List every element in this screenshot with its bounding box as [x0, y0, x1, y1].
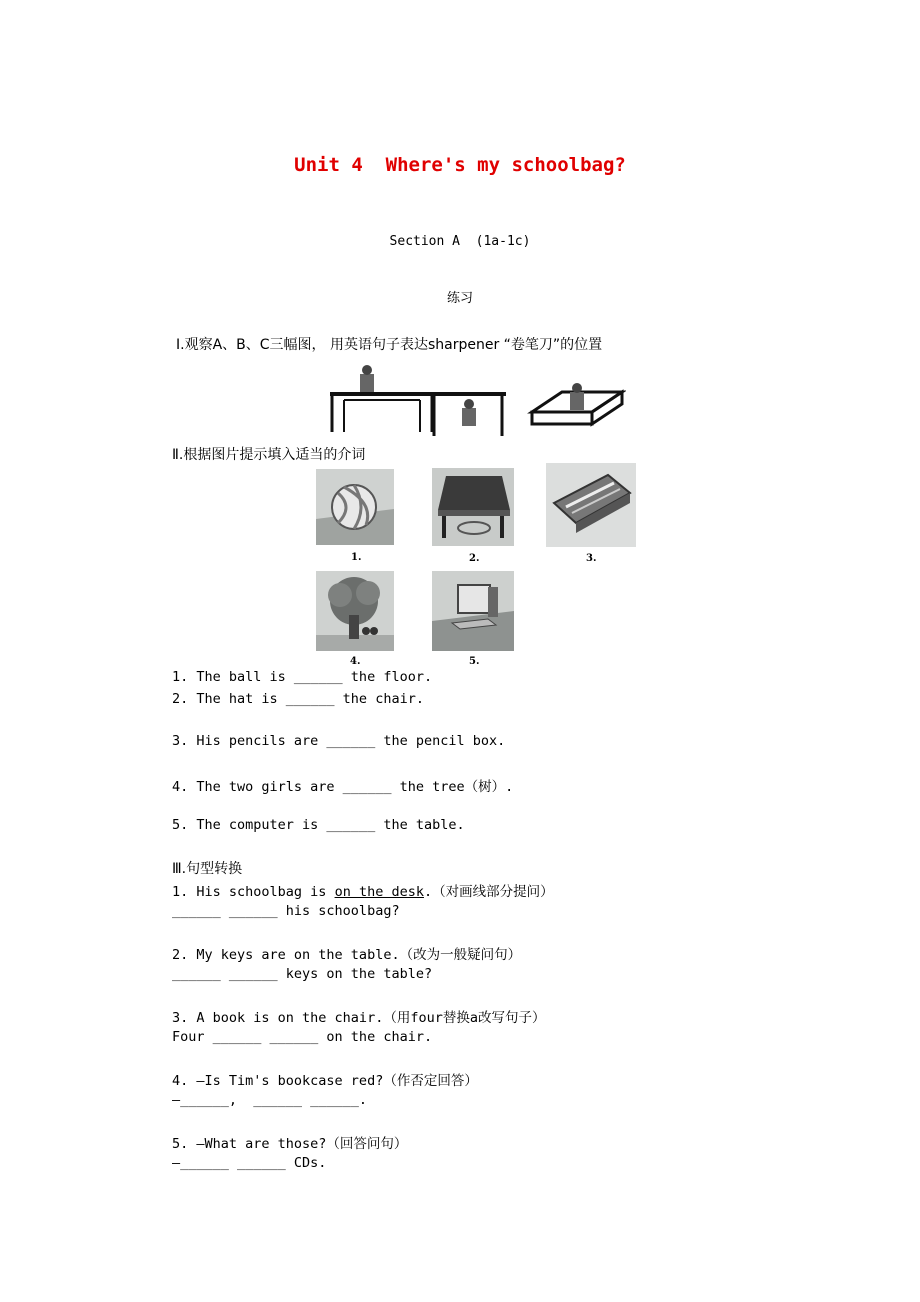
picture-label-2: 2.: [469, 553, 480, 564]
picture-3-pencil-box: [546, 463, 636, 547]
part2-item-3: 3. His pencils are ______ the pencil box.: [172, 733, 506, 749]
picture-label-4: 4.: [350, 656, 361, 667]
picture-label-1: 1.: [351, 552, 362, 563]
part2-item-2: 2. The hat is ______ the chair.: [172, 691, 424, 707]
part3-q4: 4. —Is Tim's bookcase red?（作否定回答）: [172, 1073, 478, 1089]
part3-q5: 5. —What are those?（回答问句）: [172, 1136, 408, 1152]
picture-label-5: 5.: [469, 656, 480, 667]
part2-item-4: 4. The two girls are ______ the tree（树）.: [172, 779, 514, 795]
part3-q4-answer: —______, ______ ______.: [172, 1092, 368, 1108]
section-subtitle: Section A (1a-1c): [389, 234, 531, 249]
part2-item-5: 5. The computer is ______ the table.: [172, 817, 465, 833]
part3-heading: Ⅲ.句型转换: [172, 861, 243, 877]
figure-b-under-table: [430, 392, 506, 436]
figure-a-on-table: [330, 365, 434, 432]
part2-item-1: 1. The ball is ______ the floor.: [172, 669, 433, 685]
picture-4-tree: [316, 571, 394, 651]
part3-q1: [172, 880, 554, 900]
part3-q3-answer: Four ______ ______ on the chair.: [172, 1029, 433, 1045]
part3-q2-answer: ______ ______ keys on the table?: [172, 966, 433, 982]
picture-label-3: 3.: [586, 553, 597, 564]
picture-5-computer-on-table: [432, 571, 514, 651]
figure-c-in-box: [532, 383, 622, 424]
page-title: Unit 4 Where's my schoolbag?: [294, 154, 626, 176]
part1-heading: Ⅰ.观察A、B、C三幅图， 用英语句子表达sharpener “卷笔刀”的位置: [176, 337, 603, 353]
part3-q2: 2. My keys are on the table.（改为一般疑问句）: [172, 947, 522, 963]
practice-label: 练习: [446, 291, 473, 306]
part2-heading: Ⅱ.根据图片提示填入适当的介词: [172, 447, 366, 463]
picture-1-ball: [316, 469, 394, 545]
q1-text-pre: 1. His schoolbag is: [172, 884, 335, 900]
part3-q5-answer: —______ ______ CDs.: [172, 1155, 327, 1171]
q1-text-post: .（对画线部分提问）: [423, 884, 554, 900]
q1-underlined-phrase: on the desk: [334, 884, 424, 900]
part3-q3: 3. A book is on the chair.（用four替换a改写句子）: [172, 1010, 546, 1026]
part3-q1-answer: ______ ______ his schoolbag?: [172, 903, 400, 919]
sharpener-figures: [326, 362, 626, 442]
picture-2-hat-under-chair: [432, 468, 514, 546]
